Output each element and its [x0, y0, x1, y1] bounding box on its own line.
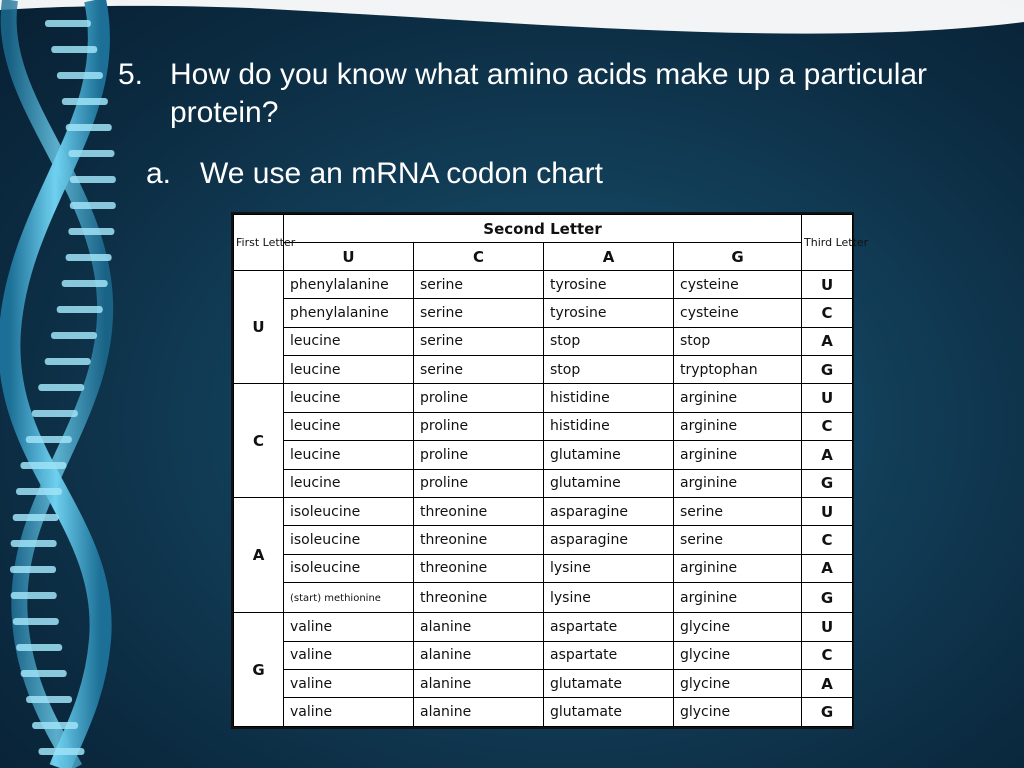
codon-row: [234, 271, 853, 299]
helix-rung: [62, 280, 108, 287]
amino-acid-cell: serine: [414, 271, 544, 299]
helix-rung: [39, 748, 85, 755]
amino-acid-cell: threonine: [414, 497, 544, 525]
question-number: 5.: [118, 58, 144, 91]
helix-rung: [32, 722, 78, 729]
top-wave-decoration: [0, 0, 1024, 60]
amino-acid-cell: leucine: [284, 441, 414, 469]
amino-acid-cell: cysteine: [674, 271, 802, 299]
first-letter-cell: A: [234, 497, 284, 612]
helix-rung: [16, 488, 62, 495]
amino-acid-cell: arginine: [674, 582, 802, 612]
helix-rung: [51, 46, 97, 53]
third-letter-cell: C: [802, 641, 853, 669]
amino-acid-cell: stop: [674, 327, 802, 355]
third-letter-cell: G: [802, 469, 853, 497]
amino-acid-cell: serine: [414, 327, 544, 355]
third-letter-cell: A: [802, 554, 853, 582]
helix-rung: [68, 150, 114, 157]
amino-acid-cell: (start) methionine: [284, 582, 414, 612]
third-letter-cell: C: [802, 299, 853, 327]
amino-acid-cell: serine: [674, 497, 802, 525]
third-letter-cell: G: [802, 582, 853, 612]
dna-helix-graphic: [0, 0, 120, 768]
helix-rung: [68, 228, 114, 235]
helix-rung: [20, 462, 66, 469]
amino-acid-cell: arginine: [674, 441, 802, 469]
codon-row: [234, 582, 853, 612]
amino-acid-cell: phenylalanine: [284, 299, 414, 327]
third-letter-cell: U: [802, 613, 853, 641]
amino-acid-cell: stop: [544, 356, 674, 384]
amino-acid-cell: arginine: [674, 469, 802, 497]
amino-acid-cell: proline: [414, 384, 544, 412]
amino-acid-cell: alanine: [414, 613, 544, 641]
amino-acid-cell: threonine: [414, 526, 544, 554]
codon-row: [234, 384, 853, 412]
third-letter-cell: C: [802, 526, 853, 554]
third-letter-cell: A: [802, 441, 853, 469]
codon-row: [234, 327, 853, 355]
amino-acid-cell: leucine: [284, 327, 414, 355]
amino-acid-cell: tryptophan: [674, 356, 802, 384]
third-letter-cell: G: [802, 698, 853, 727]
third-letter-header: Third Letter: [802, 215, 853, 271]
first-letter-cell: U: [234, 271, 284, 384]
column-header-g: G: [674, 243, 802, 271]
helix-rung: [13, 514, 59, 521]
amino-acid-cell: leucine: [284, 469, 414, 497]
amino-acid-cell: glutamate: [544, 698, 674, 727]
helix-rung: [38, 384, 84, 391]
amino-acid-cell: histidine: [544, 384, 674, 412]
amino-acid-cell: proline: [414, 412, 544, 440]
column-header-u: U: [284, 243, 414, 271]
amino-acid-cell: lysine: [544, 554, 674, 582]
amino-acid-cell: proline: [414, 441, 544, 469]
codon-row: [234, 670, 853, 698]
amino-acid-cell: serine: [414, 356, 544, 384]
amino-acid-cell: valine: [284, 670, 414, 698]
helix-rung: [66, 124, 112, 131]
codon-table: [233, 214, 869, 727]
amino-acid-cell: leucine: [284, 412, 414, 440]
third-letter-cell: U: [802, 384, 853, 412]
codon-row: [234, 554, 853, 582]
helix-rung: [32, 410, 78, 417]
amino-acid-cell: histidine: [544, 412, 674, 440]
column-header-c: C: [414, 243, 544, 271]
helix-rung: [57, 306, 103, 313]
helix-rung: [51, 332, 97, 339]
first-letter-cell: G: [234, 613, 284, 727]
helix-rung: [10, 566, 56, 573]
amino-acid-cell: cysteine: [674, 299, 802, 327]
helix-rung: [11, 540, 57, 547]
amino-acid-cell: glycine: [674, 641, 802, 669]
amino-acid-cell: glutamine: [544, 441, 674, 469]
third-letter-cell: U: [802, 271, 853, 299]
amino-acid-cell: tyrosine: [544, 299, 674, 327]
first-letter-header: First Letter: [234, 215, 284, 271]
third-letter-cell: A: [802, 670, 853, 698]
helix-rung: [70, 202, 116, 209]
amino-acid-cell: glutamate: [544, 670, 674, 698]
codon-row: [234, 441, 853, 469]
third-letter-cell: A: [802, 327, 853, 355]
helix-rung: [66, 254, 112, 261]
helix-rung: [21, 670, 67, 677]
amino-acid-cell: valine: [284, 641, 414, 669]
amino-acid-cell: glycine: [674, 698, 802, 727]
amino-acid-cell: arginine: [674, 412, 802, 440]
codon-row: [234, 641, 853, 669]
amino-acid-cell: alanine: [414, 641, 544, 669]
column-header-a: A: [544, 243, 674, 271]
helix-rung: [26, 696, 72, 703]
codon-row: [234, 497, 853, 525]
amino-acid-cell: leucine: [284, 356, 414, 384]
codon-table-body: [234, 271, 853, 727]
amino-acid-cell: asparagine: [544, 497, 674, 525]
amino-acid-cell: serine: [674, 526, 802, 554]
amino-acid-cell: serine: [414, 299, 544, 327]
codon-row: [234, 698, 853, 727]
helix-rung: [13, 618, 59, 625]
helix-rung: [45, 358, 91, 365]
question-text: How do you know what amino acids make up a particular protein?: [170, 58, 928, 129]
amino-acid-cell: aspartate: [544, 641, 674, 669]
helix-rung: [62, 98, 108, 105]
codon-row: [234, 526, 853, 554]
amino-acid-cell: alanine: [414, 670, 544, 698]
amino-acid-cell: isoleucine: [284, 497, 414, 525]
amino-acid-cell: phenylalanine: [284, 271, 414, 299]
amino-acid-cell: alanine: [414, 698, 544, 727]
helix-rung: [16, 644, 62, 651]
amino-acid-cell: arginine: [674, 554, 802, 582]
first-letter-cell: C: [234, 384, 284, 497]
codon-row: [234, 469, 853, 497]
amino-acid-cell: proline: [414, 469, 544, 497]
amino-acid-cell: arginine: [674, 384, 802, 412]
codon-row: [234, 412, 853, 440]
helix-rung: [11, 592, 57, 599]
codon-row: [234, 613, 853, 641]
codon-row: [234, 356, 853, 384]
helix-rung: [57, 72, 103, 79]
amino-acid-cell: valine: [284, 698, 414, 727]
amino-acid-cell: threonine: [414, 582, 544, 612]
amino-acid-cell: stop: [544, 327, 674, 355]
third-letter-cell: U: [802, 497, 853, 525]
amino-acid-cell: glycine: [674, 670, 802, 698]
answer-label: a.: [146, 157, 172, 190]
amino-acid-cell: lysine: [544, 582, 674, 612]
amino-acid-cell: glycine: [674, 613, 802, 641]
helix-rung: [26, 436, 72, 443]
amino-acid-cell: isoleucine: [284, 526, 414, 554]
second-letter-header: Second Letter: [284, 215, 802, 243]
third-letter-cell: C: [802, 412, 853, 440]
amino-acid-cell: aspartate: [544, 613, 674, 641]
answer-text: We use an mRNA codon chart: [200, 157, 603, 190]
codon-chart: [231, 212, 869, 729]
helix-rung: [70, 176, 116, 183]
codon-row: [234, 299, 853, 327]
third-letter-cell: G: [802, 356, 853, 384]
amino-acid-cell: asparagine: [544, 526, 674, 554]
amino-acid-cell: tyrosine: [544, 271, 674, 299]
helix-rung: [45, 20, 91, 27]
amino-acid-cell: leucine: [284, 384, 414, 412]
amino-acid-cell: valine: [284, 613, 414, 641]
amino-acid-cell: threonine: [414, 554, 544, 582]
amino-acid-cell: glutamine: [544, 469, 674, 497]
amino-acid-cell: isoleucine: [284, 554, 414, 582]
